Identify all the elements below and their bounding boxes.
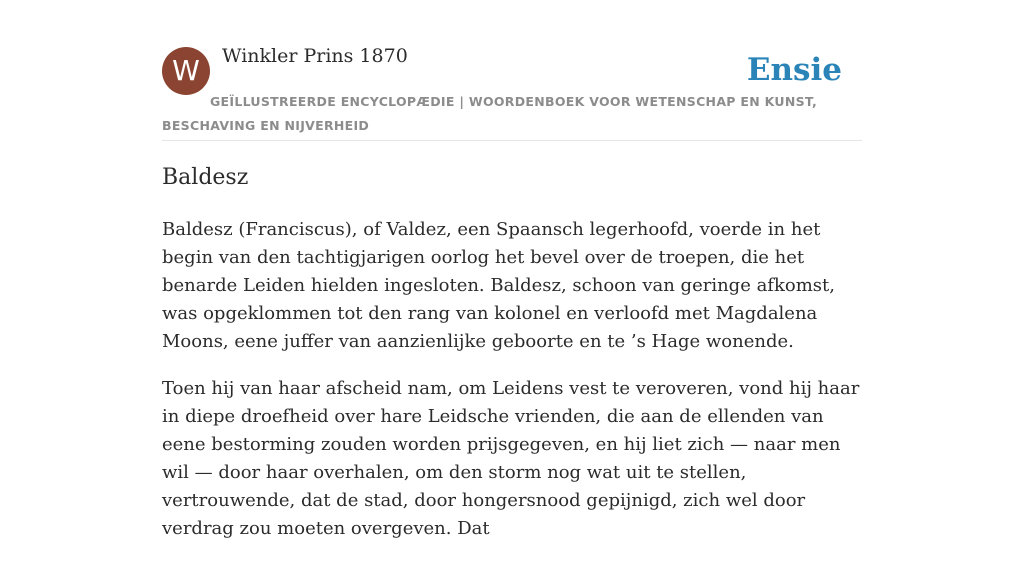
source-subtitle: GEÏLLUSTREERDE ENCYCLOPÆDIE | WOORDENBOEK VOOR WETENSCHAP EN KUNST, BESCHAVING EN NIJVERHEID — [162, 94, 818, 133]
source-title[interactable]: Winkler Prins 1870 — [222, 45, 408, 67]
entry-paragraph: Toen hij van haar afscheid nam, om Leidens vest te veroveren, vond hij haar in diepe droefheid over hare Leidsche vrienden, die aan de ellenden van eene bestorming zouden worden prijsgegeven, en hij liet zich — naar men wil — door haar overhalen, om den storm nog wat uit te stellen, vertrouwende, dat de stad, door hongersnood gepijnigd, zich wel door verdrag zou moeten overgeven. Dat — [162, 378, 860, 539]
page-container — [162, 0, 862, 539]
ensie-logo[interactable]: Ensie — [746, 52, 842, 88]
entry-body — [162, 216, 862, 562]
entry-title: Baldesz — [162, 165, 249, 190]
source-avatar[interactable]: W — [162, 47, 210, 95]
source-header — [162, 0, 862, 141]
entry-paragraph: Baldesz (Franciscus), of Valdez, een Spaansch legerhoofd, voerde in het begin van den tachtigjarigen oorlog het bevel over de troepen, die het benarde Leiden hielden ingesloten. Baldesz, schoon van geringe afkomst, was opgeklommen tot den rang van kolonel en verloofd met Magdalena Moons, eene juffer van aanzienlijke geboorte en te ’s Hage wonende. — [162, 219, 835, 352]
